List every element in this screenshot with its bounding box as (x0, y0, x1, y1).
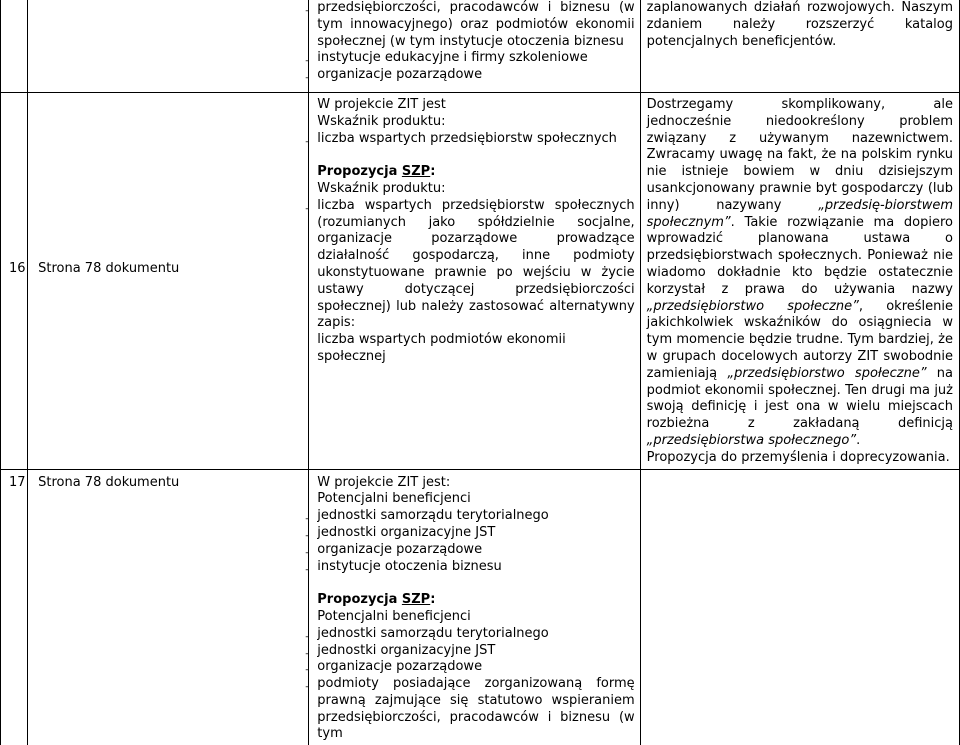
list-item: - przedsiębiorczości, pracodawców i biznesu (w tym innowacyjnego) oraz podmiotów ekonomii społecznej (w tym instytucje otoczenia biznesu (317, 0, 634, 50)
row-number: 17 (9, 474, 26, 490)
proposal-indicator-label: Wskaźnik produktu: (317, 180, 446, 196)
number-cell (1, 0, 28, 93)
remarks-cell (640, 469, 959, 745)
source-cell (28, 469, 309, 745)
source-reference: Strona 78 dokumentu (38, 261, 180, 276)
list-item: - instytucje otoczenia biznesu (317, 559, 634, 576)
proposal-alternative: liczba wspartych podmiotów ekonomii społecznej (317, 332, 566, 364)
row-number: 16 (9, 261, 26, 276)
indicator-label: Wskaźnik produktu: (317, 113, 446, 129)
remarks-cell (640, 93, 959, 470)
beneficiaries-label: Potencjalni beneficjenci (317, 491, 471, 507)
remarks-text: zaplanowanych działań rozwojowych. Naszym zdaniem należy rozszerzyć katalog potencjalnych beneficjentów. (646, 0, 953, 49)
table-row (1, 0, 960, 93)
list-item: - jednostki samorządu terytorialnego (317, 626, 634, 643)
beneficiary-list (317, 0, 634, 84)
number-cell (1, 469, 28, 745)
source-cell (28, 0, 309, 93)
list-item: - jednostki samorządu terytorialnego (317, 508, 634, 525)
list-item: - podmioty posiadające zorganizowaną formę prawną zajmujące się statutowo wspieraniem przedsiębiorczości, pracodawców i biznesu (w tym (317, 676, 634, 743)
table-row (1, 93, 960, 470)
text-cell (309, 0, 640, 93)
list-item: - instytucje edukacyjne i firmy szkoleniowe (317, 50, 634, 67)
proposal-beneficiaries-label: Potencjalni beneficjenci (317, 608, 471, 624)
remarks-cell (640, 0, 959, 93)
list-item: - organizacje pozarządowe (317, 67, 634, 84)
proposal-beneficiary-list (317, 626, 634, 744)
remarks-text: Dostrzegamy skomplikowany, ale jednocześnie niedookreślony problem związany z używanym nazewnictwem. Zwracamy uwagę na fakt, że na polskim rynku nie istnieje bowiem w dniu dzisiejszym usankcjonowany prawnie byt gospodarczy (lub inny) nazywany „przedsię-biorstwem społecznym”. Takie rozwiązanie ma dopiero wprowadzić planowana ustawa o przedsiębiorstwach społecznych. Ponieważ nie wiadomo dokładnie kto będzie ostatecznie korzystał z prawa do używania nazwy „przedsiębiorstwo społeczne”, określenie jakichkolwiek wskaźników do osiągniecia w tym momencie będzie trudne. Tym bardziej, że w grupach docelowych autorzy ZIT swobodnie zamieniają „przedsiębiorstwo społeczne” na podmiot ekonomii społecznej. Ten drugi ma już swoją definicję i jest ona w wielu miejscach rozbieżna z zakładaną definicją „przedsiębiorstwa społecznego”. Propozycja do przemyślenia i doprecyzowania. (646, 97, 953, 465)
proposal-heading (317, 164, 634, 181)
current-heading: W projekcie ZIT jest (317, 97, 446, 112)
proposal-label: Propozycja (317, 592, 402, 608)
text-cell (309, 93, 640, 470)
indicator-value: - liczba wspartych przedsiębiorstw społecznych (317, 131, 634, 148)
szp-abbreviation: SZP (401, 164, 431, 180)
source-cell (28, 93, 309, 470)
current-heading: W projekcie ZIT jest: (317, 474, 451, 490)
number-cell (1, 93, 28, 470)
remarks-conclusion: Propozycja do przemyślenia i doprecyzowania. (646, 449, 950, 465)
szp-abbreviation: SZP (401, 592, 431, 608)
proposal-colon: : (430, 592, 436, 608)
table-row (1, 469, 960, 745)
list-item: - jednostki organizacyjne JST (317, 525, 634, 542)
source-reference: Strona 78 dokumentu (38, 474, 180, 490)
list-item: - organizacje pozarządowe (317, 659, 634, 676)
list-item: - organizacje pozarządowe (317, 542, 634, 559)
proposal-text: - liczba wspartych przedsiębiorstw społecznych (rozumianych jako spółdzielnie socjalne, organizacje pozarządowe prowadzące działalność gospodarczą, inne podmioty ukonstytuowane prawnie po wejściu w życie ustawy dotyczącej przedsiębiorczości społecznej) lub należy zastosować alternatywny zapis: (317, 198, 634, 332)
text-cell (309, 469, 640, 745)
proposal-label: Propozycja (317, 164, 402, 180)
list-item: - jednostki organizacyjne JST (317, 643, 634, 660)
proposal-colon: : (430, 164, 436, 180)
beneficiary-list (317, 508, 634, 575)
proposal-heading (317, 592, 634, 609)
